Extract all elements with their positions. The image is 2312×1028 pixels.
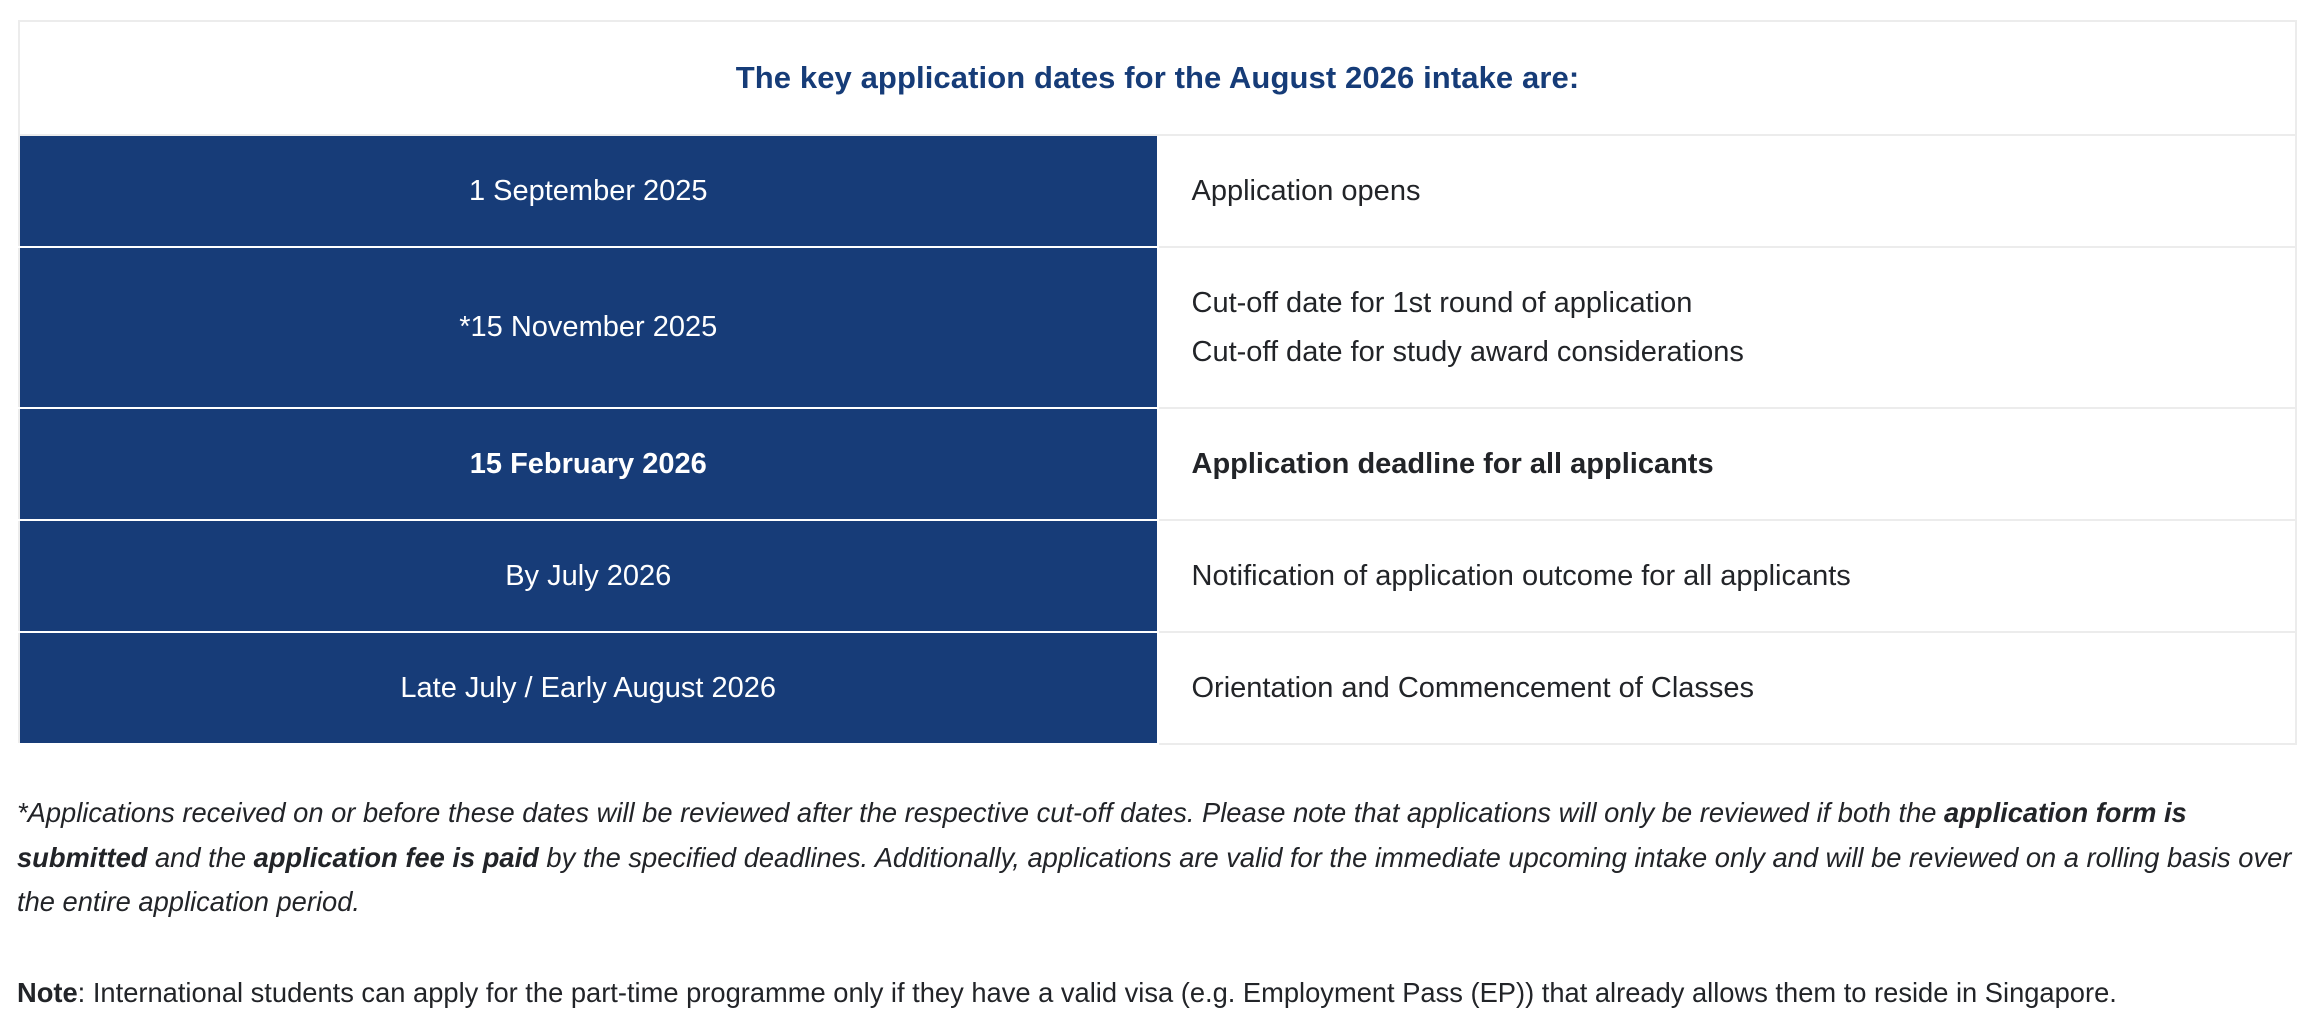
event-text: Application deadline for all applicants [1191,447,1714,480]
table-row [19,520,2296,632]
event-text: Notification of application outcome for all applicants [1191,559,1851,592]
event-cell [1158,632,2297,744]
event-text: Application opens [1191,174,1421,207]
table-title: The key application dates for the August 2026 intake are: [19,21,2296,135]
date-cell: 15 February 2026 [19,408,1158,520]
date-cell: By July 2026 [19,520,1158,632]
table-row [19,408,2296,520]
key-dates-table [18,20,2297,745]
table-row [19,632,2296,744]
date-cell: *15 November 2025 [19,247,1158,408]
note-text: : International students can apply for the part-time programme only if they have a valid visa (e.g. Employment Pass (EP)) that already allows them to reside in Singapore. [77,977,2117,1008]
footnote-emphasis-fee: application fee is paid [253,841,539,873]
footnote [17,791,2299,925]
footnote-text: by the specified deadlines. Additionally, applications are valid for the immediate upcoming intake only and will be reviewed on a rolling basis over the entire application period. [17,841,2292,918]
date-cell: 1 September 2025 [19,135,1158,247]
event-text: Orientation and Commencement of Classes [1191,671,1755,704]
note [17,971,2299,1015]
event-cell [1158,408,2297,520]
event-text: Cut-off date for 1st round of application [1191,286,1693,319]
table-row [19,135,2296,247]
event-cell [1158,247,2297,408]
footnote-text: and the [147,841,254,873]
event-text: Cut-off date for study award considerations [1191,335,1744,368]
note-label: Note [17,977,78,1008]
event-cell [1158,520,2297,632]
footnote-emphasis-form: application form is submitted [17,797,2187,873]
table-row [19,247,2296,408]
date-cell: Late July / Early August 2026 [19,632,1158,744]
table-header-row [19,21,2296,135]
footnote-text: *Applications received on or before these dates will be reviewed after the respective cut-off dates. Please note that applications will only be reviewed if both the [17,797,1945,828]
event-cell [1158,135,2297,247]
